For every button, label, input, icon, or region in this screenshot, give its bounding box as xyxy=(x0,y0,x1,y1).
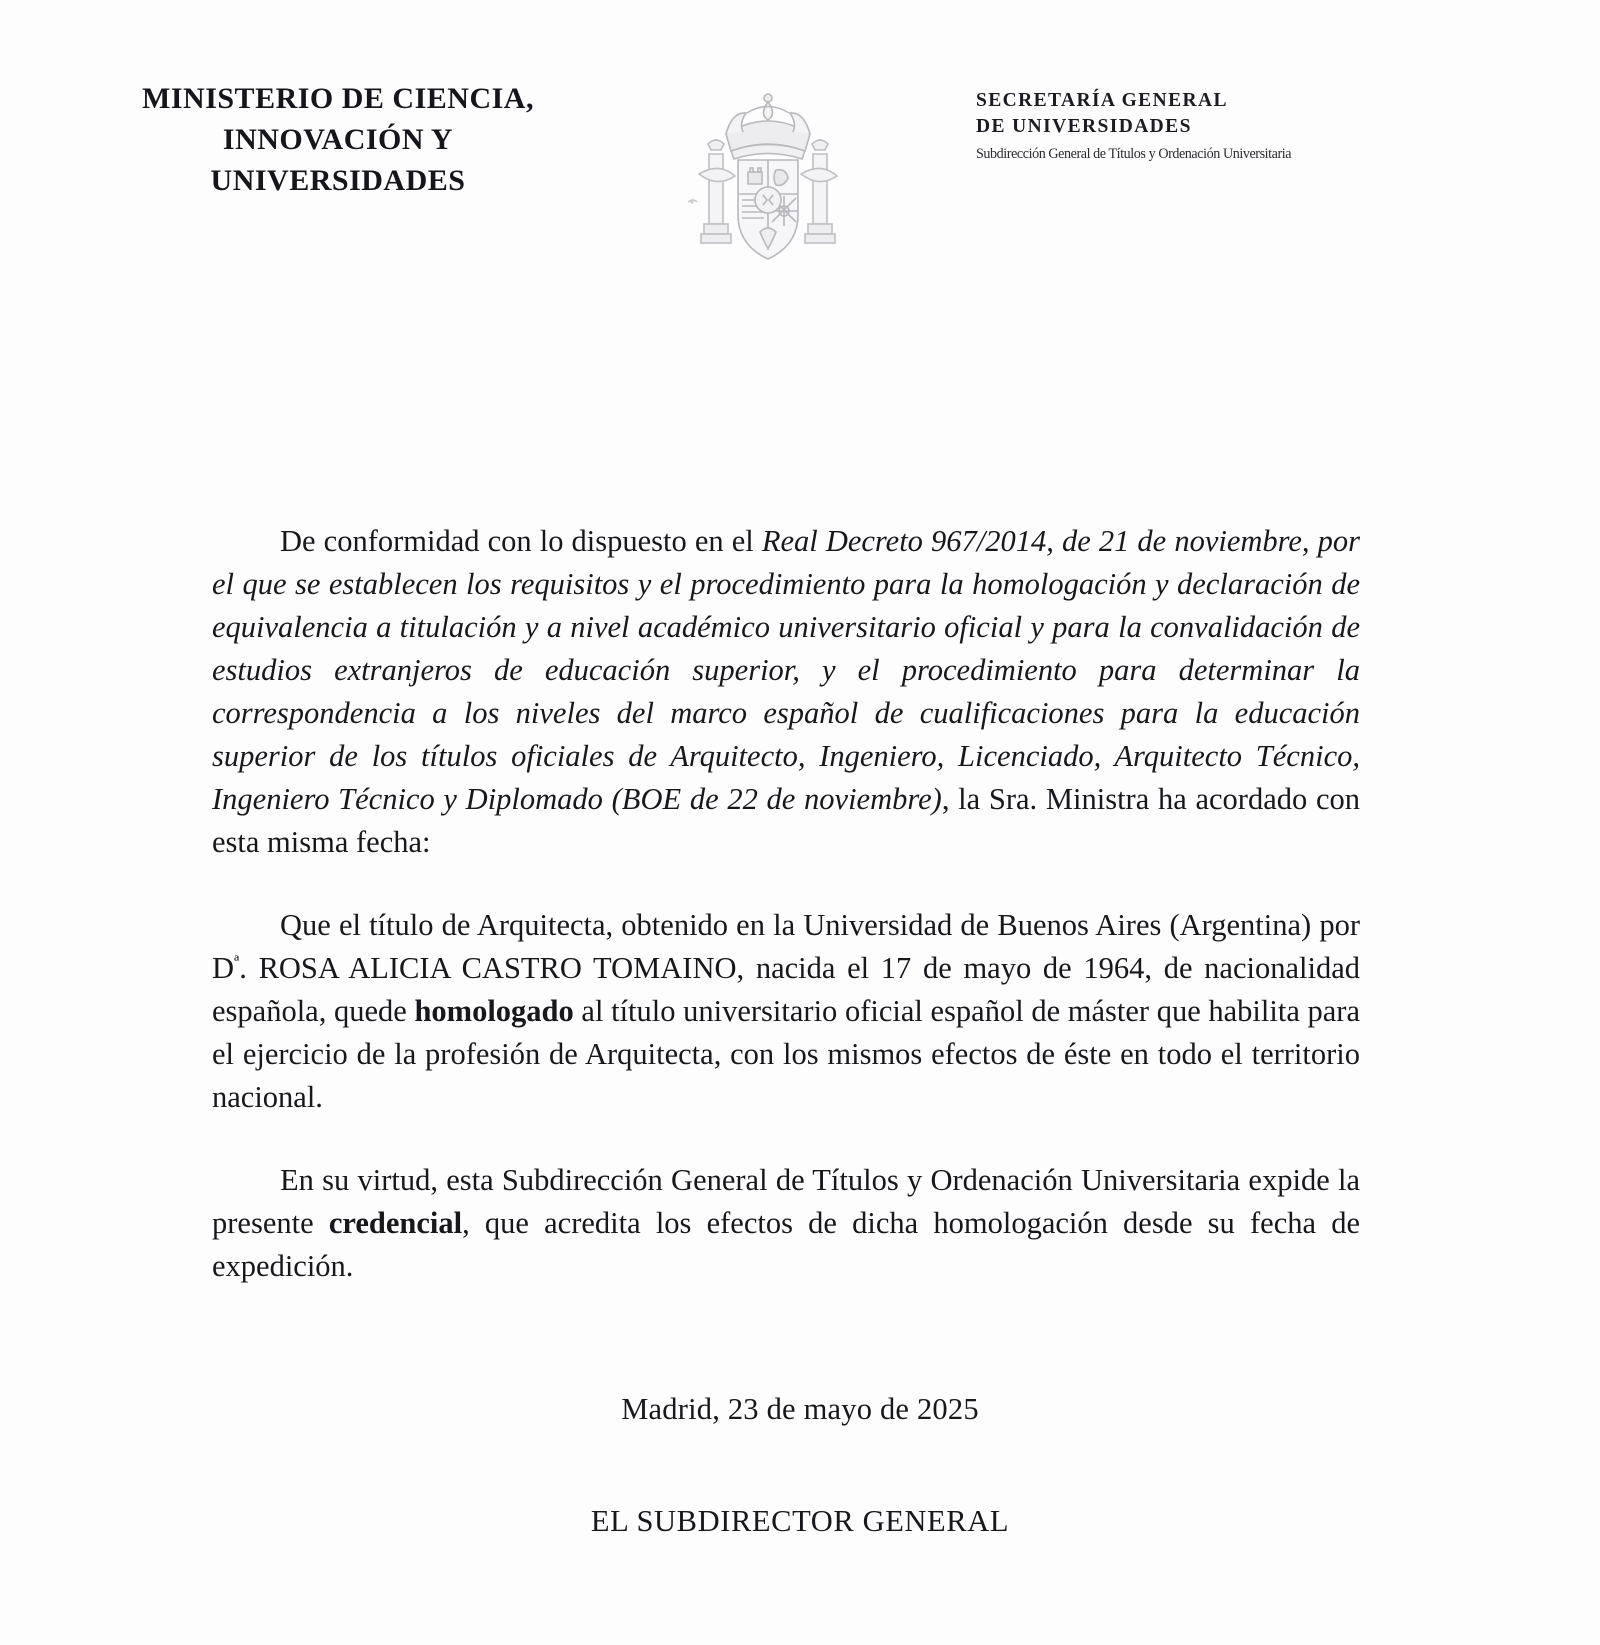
p3-issuer: En su virtud, esta Subdirección General de Títulos y Ordenación Universitaria expide la presente xyxy=(212,1163,1360,1240)
signer-title: EL SUBDIRECTOR GENERAL xyxy=(590,1503,1010,1538)
p2-homologado-emphasis: homologado xyxy=(414,994,574,1028)
ministry-line-1: MINISTERIO DE CIENCIA, xyxy=(142,82,534,115)
ministry-line-3: UNIVERSIDADES xyxy=(210,164,466,198)
ministry-line-2: INNOVACIÓN Y xyxy=(222,123,454,157)
place-and-date: Madrid, 23 de mayo de 2025 xyxy=(621,1392,979,1426)
p3-credencial-emphasis: credencial xyxy=(328,1206,463,1240)
p3-validity: , que acredita los efectos de dicha homologación desde su fecha de expedición. xyxy=(212,1206,1360,1283)
paragraph-credential-issuance xyxy=(212,1159,1360,1288)
p1-decree-reference: Real Decreto 967/2014, de 21 de noviembre, por el que se establecen los requisitos y el procedimiento para la homologación y declaración de equivalencia a titulación y a nivel académico universitario oficial y para la convalidación de estudios extranjeros de educación superior, y el procedimiento para determinar la correspondencia a los niveles del marco español de cualificaciones para la educación superior de los títulos oficiales de Arquitecto, Ingeniero, Licenciado, Arquitecto Técnico, Ingeniero Técnico y Diplomado (BOE de 22 de noviembre) xyxy=(212,524,1361,816)
p2-holder-details: . ROSA ALICIA CASTRO TOMAINO, nacida el 17 de mayo de 1964, de nacionalidad española, quede xyxy=(212,951,1360,1028)
p2-effects: al título universitario oficial español de máster que habilita para el ejercicio de la profesión de Arquitecta, con los mismos efectos de éste en todo el territorio nacional. xyxy=(212,994,1360,1114)
secretariat-heading xyxy=(976,88,1446,163)
p1-closing: , la Sra. Ministra ha acordado con esta misma fecha: xyxy=(212,782,1360,859)
secretariat-subtitle: Subdirección General de Títulos y Ordenación Universitaria xyxy=(976,145,1292,162)
secretariat-line-2: DE UNIVERSIDADES xyxy=(976,116,1192,138)
p2-degree-origin: Que el título de Arquitecta, obtenido en la Universidad de Buenos Aires (Argentina) por D xyxy=(212,908,1360,985)
paragraph-legal-basis xyxy=(212,520,1360,864)
p2-ordinal-indicator: ª xyxy=(234,952,240,974)
document-header xyxy=(0,0,1600,300)
secretariat-line-1: SECRETARÍA GENERAL xyxy=(976,90,1228,111)
document-footer xyxy=(0,1390,1600,1541)
p1-intro: De conformidad con lo dispuesto en el xyxy=(280,524,762,558)
spanish-coat-of-arms-icon xyxy=(668,82,868,282)
document-body xyxy=(212,520,1360,1288)
paragraph-homologation-grant xyxy=(212,904,1360,1119)
ministry-heading xyxy=(78,78,598,201)
